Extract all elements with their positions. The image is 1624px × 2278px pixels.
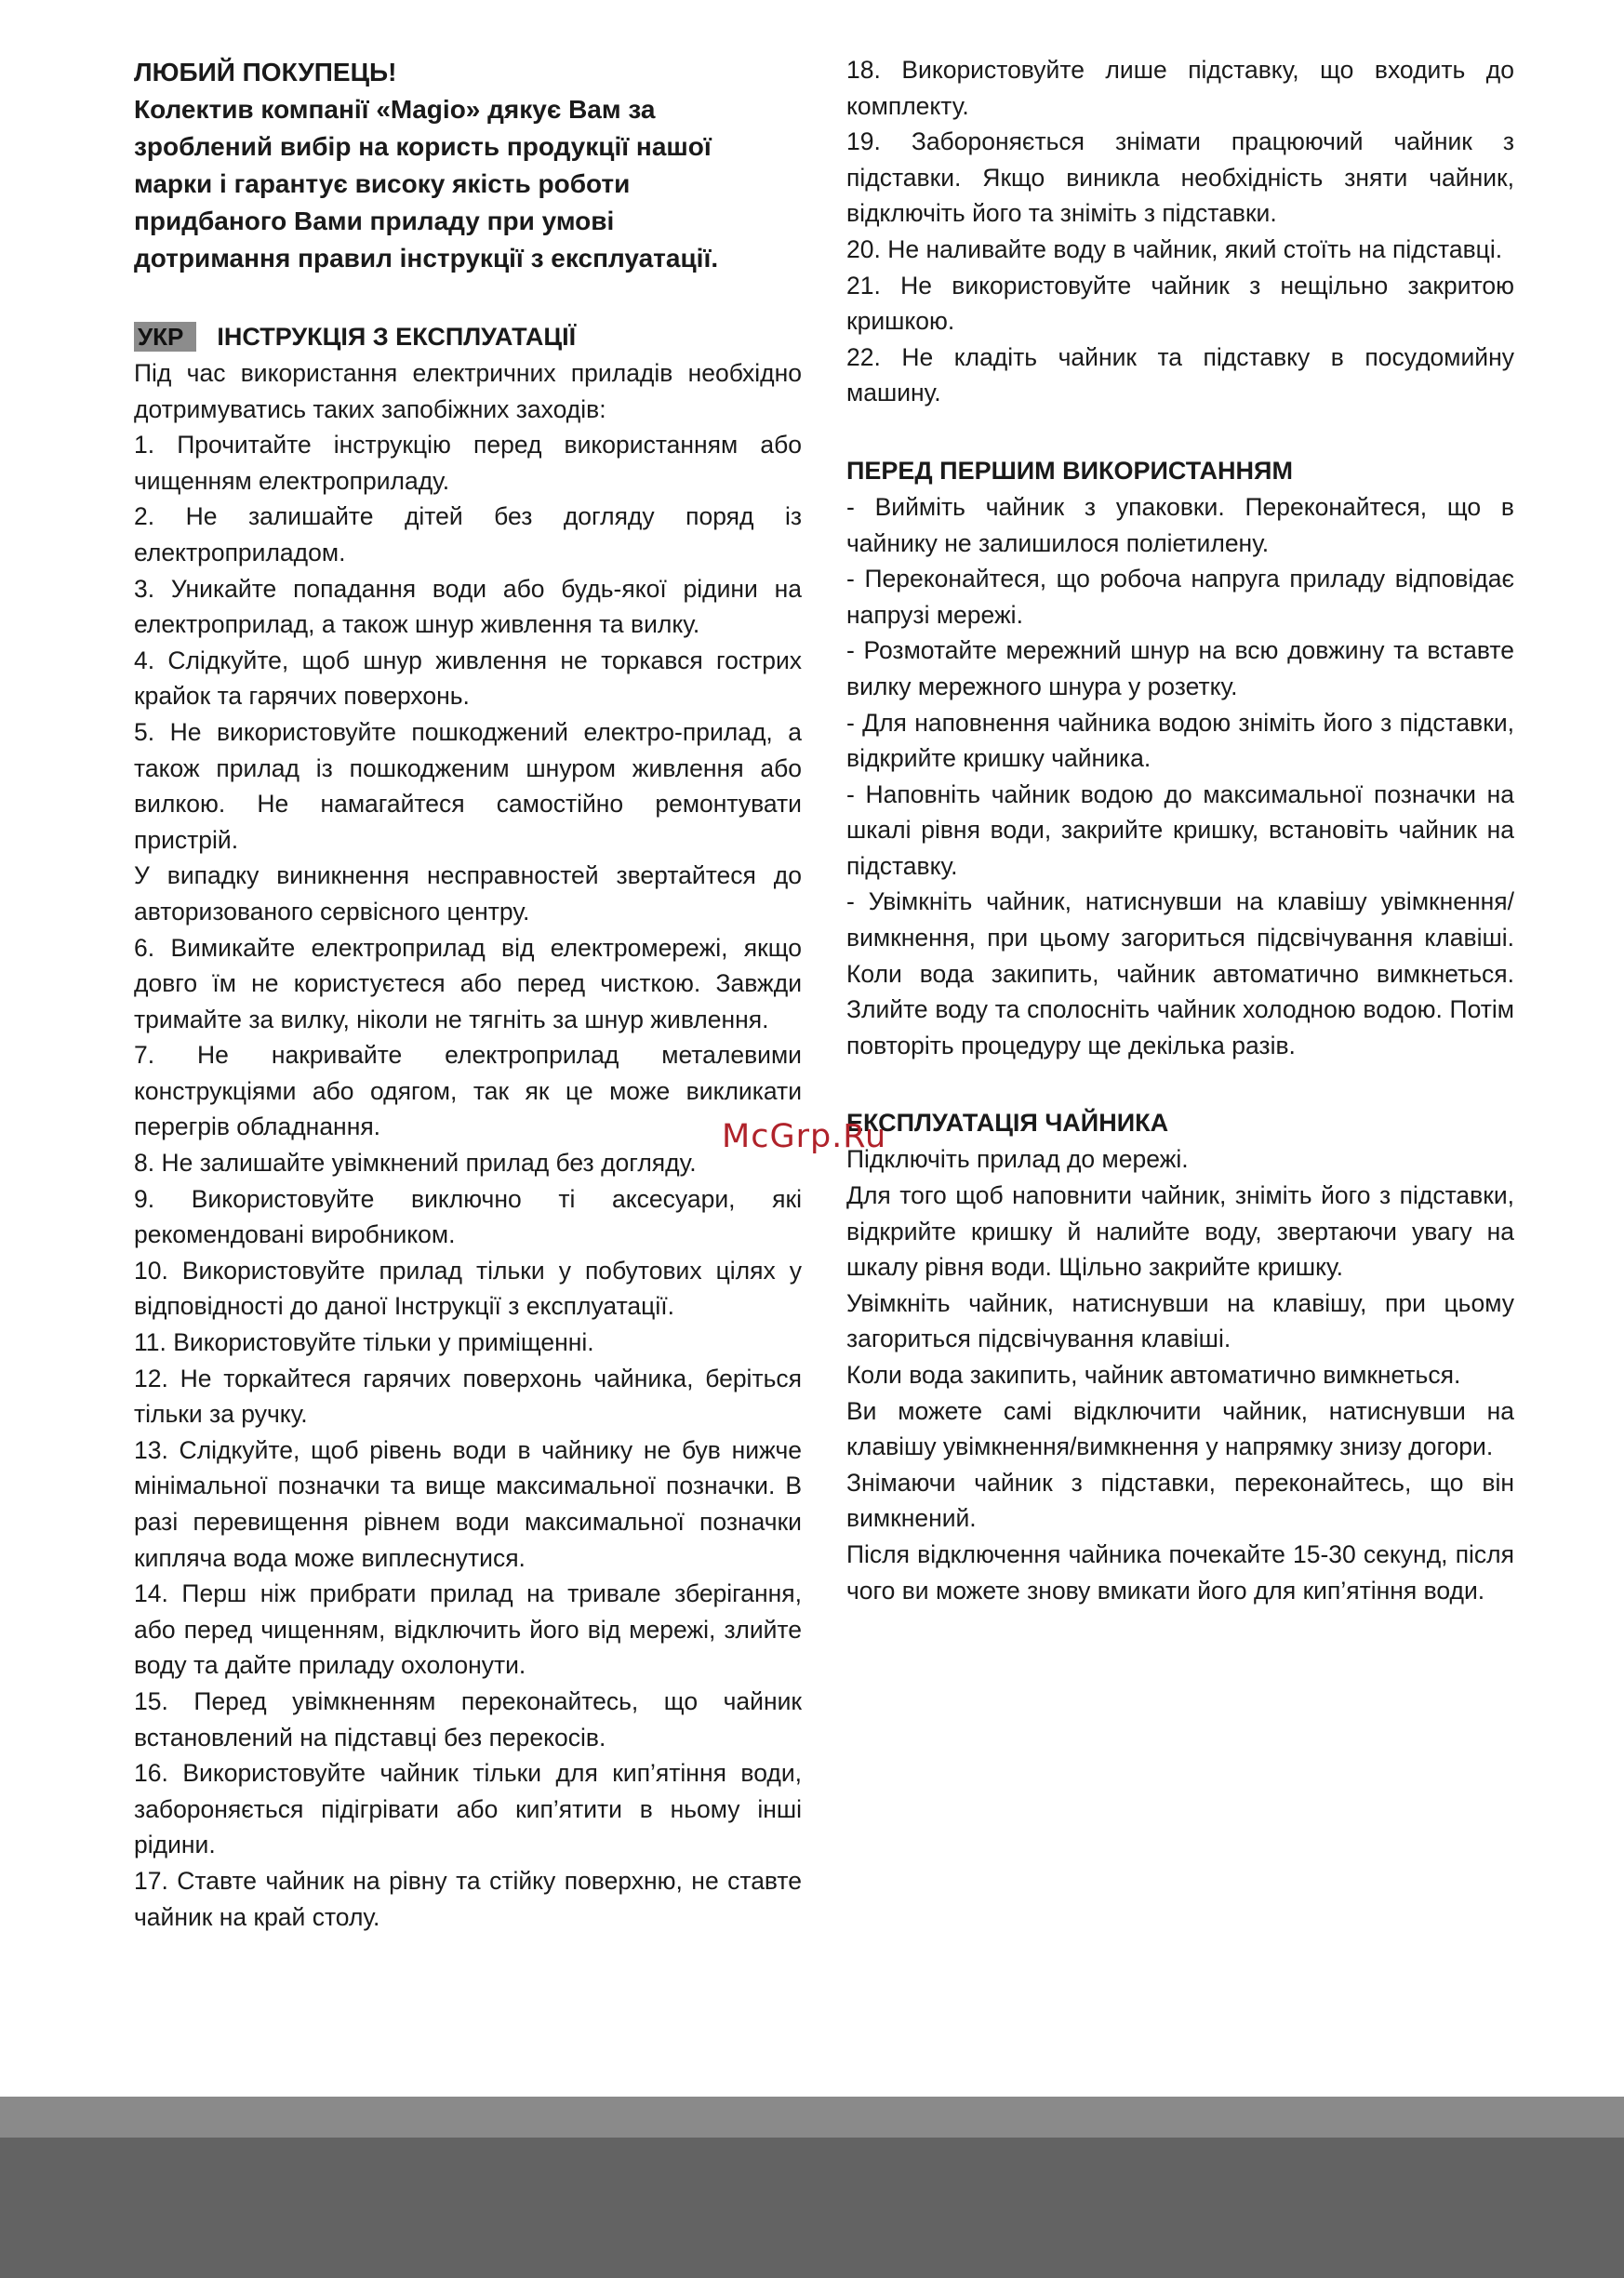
list-item: Коли вода закипить, чайник автоматично вимкнеться. — [846, 1361, 1461, 1389]
rule-item: 11. Використовуйте тільки у приміщенні. — [134, 1328, 594, 1357]
rule-item: 1. Прочитайте інструкцію перед використанням або чищенням електроприладу. — [134, 431, 802, 495]
operation-heading: ЕКСПЛУАТАЦІЯ ЧАЙНИКА — [846, 1109, 1169, 1138]
list-item: Для того щоб наповнити чайник, зніміть його з підставки, відкрийте кришку й налийте воду, звертаючи увагу на шкалу рівня води. Щільно закрийте кришку. — [846, 1181, 1514, 1282]
section-heading — [134, 318, 802, 355]
rule-item: 14. Перш ніж прибрати прилад на тривале зберігання, або перед чищенням, відключить його від мережі, злийте воду та дайте приладу охолонути. — [134, 1579, 802, 1680]
footer-band-light — [0, 2097, 1624, 2138]
operation-list — [846, 1141, 1514, 1608]
rule-item: 13. Слідкуйте, щоб рівень води в чайнику не був нижче мінімальної позначки та вище максимальної позначки. В разі перевищення рівнем води максимальної позначки кипляча вода може виплеснутися. — [134, 1435, 802, 1572]
rule-item: 10. Використовуйте прилад тільки у побутових цілях у відповідності до даної Інструкції з експлуатації. — [134, 1256, 802, 1321]
rule-item: 2. Не залишайте дітей без догляду поряд із електроприладом. — [134, 502, 802, 566]
rule-item: 5. Не використовуйте пошкоджений електро-прилад, а також прилад із пошкодженим шнуром живлення або вилкою. Не намагайтеся самостійно ремонтувати пристрій. — [134, 717, 802, 854]
list-item: - Розмотайте мережний шнур на всю довжину та вставте вилку мережного шнура у розетку. — [846, 636, 1514, 700]
site-watermark: McGrp.Ru — [722, 1118, 887, 1155]
greeting-line: Колектив компанії «Magio» дякує Вам за — [134, 95, 656, 124]
greeting-line: дотримання правил інструкції з експлуатації. — [134, 244, 719, 273]
rule-item: 16. Використовуйте чайник тільки для кип’ятіння води, забороняється підігрівати або кип’ятити в ньому інші рідини. — [134, 1759, 802, 1859]
list-item: - Переконайтеся, що робоча напруга приладу відповідає напрузі мережі. — [846, 565, 1514, 629]
rule-item: 8. Не залишайте увімкнений прилад без догляду. — [134, 1149, 697, 1178]
rule-item: 9. Використовуйте виключно ті аксесуари, які рекомендовані виробником. — [134, 1184, 802, 1249]
rule-item: 22. Не кладіть чайник та підставку в посудомийну машину. — [846, 342, 1514, 407]
list-item: Знімаючи чайник з підставки, переконайтесь, що він вимкнений. — [846, 1468, 1514, 1533]
before-first-use-list — [846, 489, 1514, 1064]
list-item: Увімкніть чайник, натиснувши на клавішу, при цьому загориться підсвічування клавіші. — [846, 1288, 1514, 1353]
left-column — [134, 54, 802, 1935]
rules-list-right — [846, 52, 1514, 411]
rule-item: 4. Слідкуйте, щоб шнур живлення не торкався гострих крайок та гарячих поверхонь. — [134, 646, 802, 711]
list-item: - Вийміть чайник з упаковки. Переконайтеся, що в чайнику не залишилося поліетилену. — [846, 492, 1514, 557]
rule-item: У випадку виникнення несправностей звертайтеся до авторизованого сервісного центру. — [134, 861, 802, 926]
section-title: ІНСТРУКЦІЯ З ЕКСПЛУАТАЦІЇ — [217, 323, 577, 351]
rule-item: 21. Не використовуйте чайник з нещільно закритою кришкою. — [846, 271, 1514, 336]
rule-item: 15. Перед увімкненням переконайтесь, що чайник встановлений на підставці без перекосів. — [134, 1686, 802, 1752]
list-item: Ви можете самі відключити чайник, натиснувши на клавішу увімкнення/вимкнення у напрямку знизу догори. — [846, 1396, 1514, 1461]
language-badge: УКР — [134, 322, 196, 352]
right-column — [846, 52, 1514, 1608]
intro-paragraph: Під час використання електричних приладів необхідно дотримуватись таких запобіжних заходів: — [134, 359, 802, 423]
greeting-block — [134, 54, 802, 277]
footer-band-dark — [0, 2138, 1624, 2278]
list-item: Після відключення чайника почекайте 15-30 секунд, після чого ви можете знову вмикати його для кип’ятіння води. — [846, 1539, 1514, 1605]
list-item: - Увімкніть чайник, натиснувши на клавішу увімкнення/вимкнення, при цьому загориться підсвічування клавіші. Коли вода закипить, чайник автоматично вимкнеться. Злийте воду та сполосніть чайник холодною водою. Потім повторіть процедуру ще декілька разів. — [846, 887, 1514, 1059]
rule-item: 19. Забороняється знімати працюючий чайник з підставки. Якщо виникла необхідність зняти чайник, відключіть його та зніміть з підставки. — [846, 127, 1514, 228]
before-first-use-heading: ПЕРЕД ПЕРШИМ ВИКОРИСТАННЯМ — [846, 456, 1293, 485]
greeting-line: придбаного Вами приладу при умові — [134, 206, 615, 235]
greeting-line: марки і гарантує високу якість роботи — [134, 169, 631, 198]
rule-item: 3. Уникайте попадання води або будь-якої рідини на електроприлад, а також шнур живлення та вилку. — [134, 574, 802, 639]
list-item: Підключіть прилад до мережі. — [846, 1145, 1189, 1174]
rule-item: 17. Ставте чайник на рівну та стійку поверхню, не ставте чайник на край столу. — [134, 1866, 802, 1931]
rule-item: 6. Вимикайте електроприлад від електромережі, якщо довго їм не користуєтеся або перед чисткою. Завжди тримайте за вилку, ніколи не тягніть за шнур живлення. — [134, 933, 802, 1033]
rules-list-left — [134, 427, 802, 1935]
rule-item: 12. Не торкайтеся гарячих поверхонь чайника, беріться тільки за ручку. — [134, 1364, 802, 1429]
rule-item: 18. Використовуйте лише підставку, що входить до комплекту. — [846, 56, 1514, 120]
rule-item: 20. Не наливайте воду в чайник, який стоїть на підставці. — [846, 234, 1503, 263]
list-item: - Наповніть чайник водою до максимальної позначки на шкалі рівня води, закрийте кришку, встановіть чайник на підставку. — [846, 779, 1514, 880]
greeting-line: зроблений вибір на користь продукції нашої — [134, 132, 712, 161]
list-item: - Для наповнення чайника водою зніміть його з підставки, відкрийте кришку чайника. — [846, 708, 1514, 773]
greeting-line: ЛЮБИЙ ПОКУПЕЦЬ! — [134, 58, 397, 87]
rule-item: 7. Не накривайте електроприлад металевими конструкціями або одягом, так як це може викликати перегрів обладнання. — [134, 1041, 802, 1141]
